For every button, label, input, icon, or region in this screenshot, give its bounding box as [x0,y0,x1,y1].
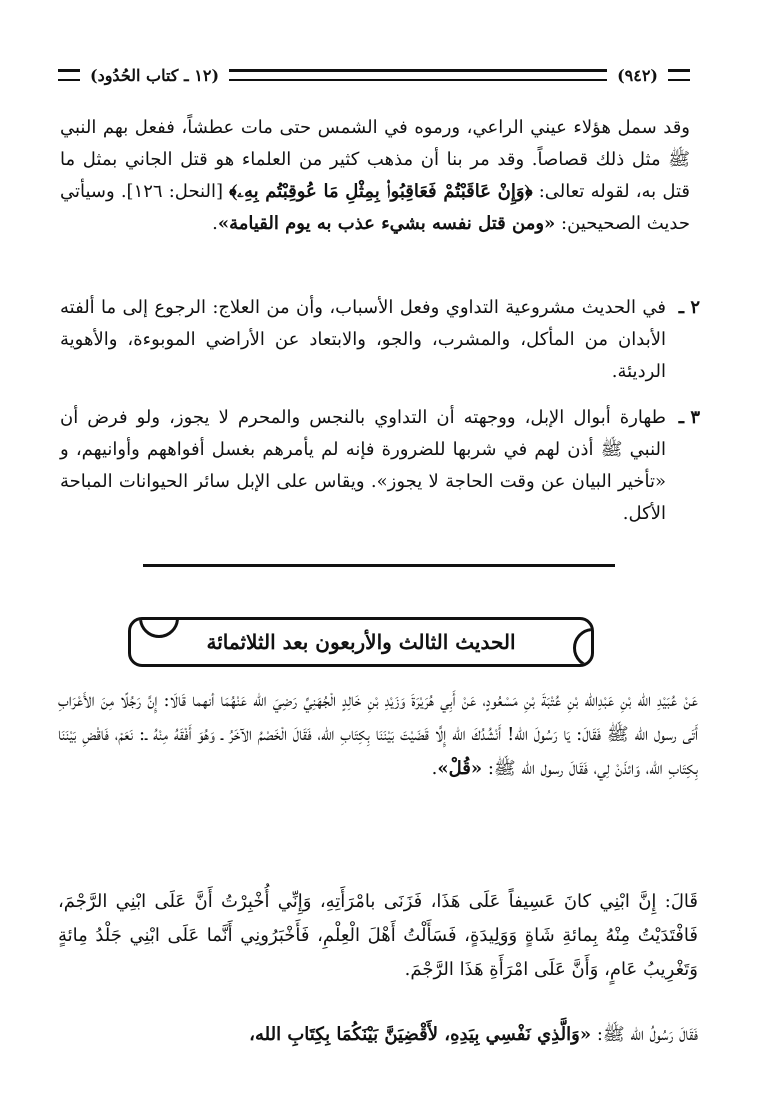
prophet-quote: «قُلْ» [437,758,483,779]
list-text: طهارة أبوال الإبل، ووجهته أن التداوي بالنجس والمحرم لا يجوز، ولو فرض أن النبي ﷺ أذن لهم في شربها للضرورة فإنه لم يأمرهم بغسل أفواههم وأوانيهم، و «تأخير البيان عن وقت الحاجة لا يجوز». ويقاس على الإبل سائر الحيوانات المباحة الأكل. [60,407,666,524]
header-rule-end [58,69,80,81]
section-title: الحديث الثالث والأربعون بعد الثلاثمائة [206,630,516,654]
page-number: (٩٤٢) [617,65,658,85]
section-title-box [128,617,594,667]
list-number: ٣ ـ [678,407,700,428]
hadith-paragraph: عَنْ عُبَيْدِ الله بْنِ عَبْدِالله بْنِ عُتْبَةَ بْنِ مَسْعُودٍ، عَنْ أَبِي هُرَيْرَةَ وَزَيْدِ بْنِ خَالِدٍ الْجُهَنِيِّ رَضِيَ الله عَنْهُمَا أنهما قَالَا: إِنَّ رَجُلًا مِنَ الأَعْرَابِ أَتَى رسول الله ﷺ فَقَالَ: يَا رَسُولَ الله! أَنْشُدُكَ الله إِلَّا قَضَيْتَ بَيْنَنَا بِكِتَابِ الله، فَقَالَ الْخَصْمُ الآخَرُ ـ وَهُوَ أَفْقَهُ مِنْهُ ـ: نَعَمْ، فَاقْضِ بَيْنَنَا بِكِتَابِ الله، وَائذَنْ لِي، فَقَالَ رسول الله ﷺ: «قُلْ». [58,690,698,779]
commentary-paragraph: وقد سمل هؤلاء عيني الراعي، ورموه في الشمس حتى مات عطشاً، ففعل بهم النبي ﷺ مثل ذلك قصاصاً. وقد مر بنا أن مذهب كثير من العلماء هو قتل الجاني بمثل ما قتل به، لقوله تعالى: ﴿وَإِنْ عَاقَبْتُمْ فَعَاقِبُوا۟ بِمِثْلِ مَا عُوقِبْتُم بِهِۦ﴾ [النحل: ١٢٦]. وسيأتي حديث الصحيحين: «ومن قتل نفسه بشيء عذب به يوم القيامة». [60,117,690,234]
hadith-quote: «ومن قتل نفسه بشيء عذب به يوم القيامة» [217,213,556,234]
prophet-quote: «وَالَّذِي نَفْسِي بِيَدِهِ، لأَقْضِيَنَّ بَيْنَكُمَا بِكِتَابِ الله، [249,1024,592,1045]
hadith-paragraph: قَالَ: إِنَّ ابْنِي كانَ عَسِيفاً عَلَى هَذَا، فَزَنَى بامْرَأَتِهِ، وَإِنِّي أُخْبِرْتُ أَنَّ عَلَى ابْنِي الرَّجْمَ، فَافْتَدَيْتُ مِنْهُ بِمائةِ شَاةٍ وَوَلِيدَةٍ، فَسَأَلْتُ أَهْلَ الْعِلْمِ، فَأَخْبَرُونِي أَنَّما عَلَى ابْنِي جَلْدُ مِائةٍ وَتَغْرِيبُ عَامٍ، وَأَنَّ عَلَى امْرَأَةِ هَذَا الرَّجْمَ. [58,891,698,980]
section-divider [143,564,615,567]
quran-verse: ﴿وَإِنْ عَاقَبْتُمْ فَعَاقِبُوا۟ بِمِثْلِ مَا عُوقِبْتُم بِهِۦ﴾ [229,181,533,202]
page-header [58,62,690,88]
list-text: في الحديث مشروعية التداوي وفعل الأسباب، وأن من العلاج: الرجوع إلى ما ألفته الأبدان من المأكل، والمشرب، والجو، والابتعاد عن الأراضي الموبوءة، والأهوية الرديئة. [60,297,666,382]
title-corner-ornament [573,628,594,667]
list-item [60,402,700,530]
header-rule-end [668,69,690,81]
hadith-paragraph: فَقَالَ رَسُولُ الله ﷺ: «وَالَّذِي نَفْسِي بِيَدِهِ، لأَقْضِيَنَّ بَيْنَكُمَا بِكِتَابِ الله، [249,1024,698,1045]
book-title: (١٢ ـ كتاب الحُدُود) [90,65,220,85]
list-item [60,292,700,388]
header-rule [229,69,607,81]
benefits-list [60,292,700,530]
title-corner-ornament [139,617,179,638]
list-number: ٢ ـ [678,297,700,318]
